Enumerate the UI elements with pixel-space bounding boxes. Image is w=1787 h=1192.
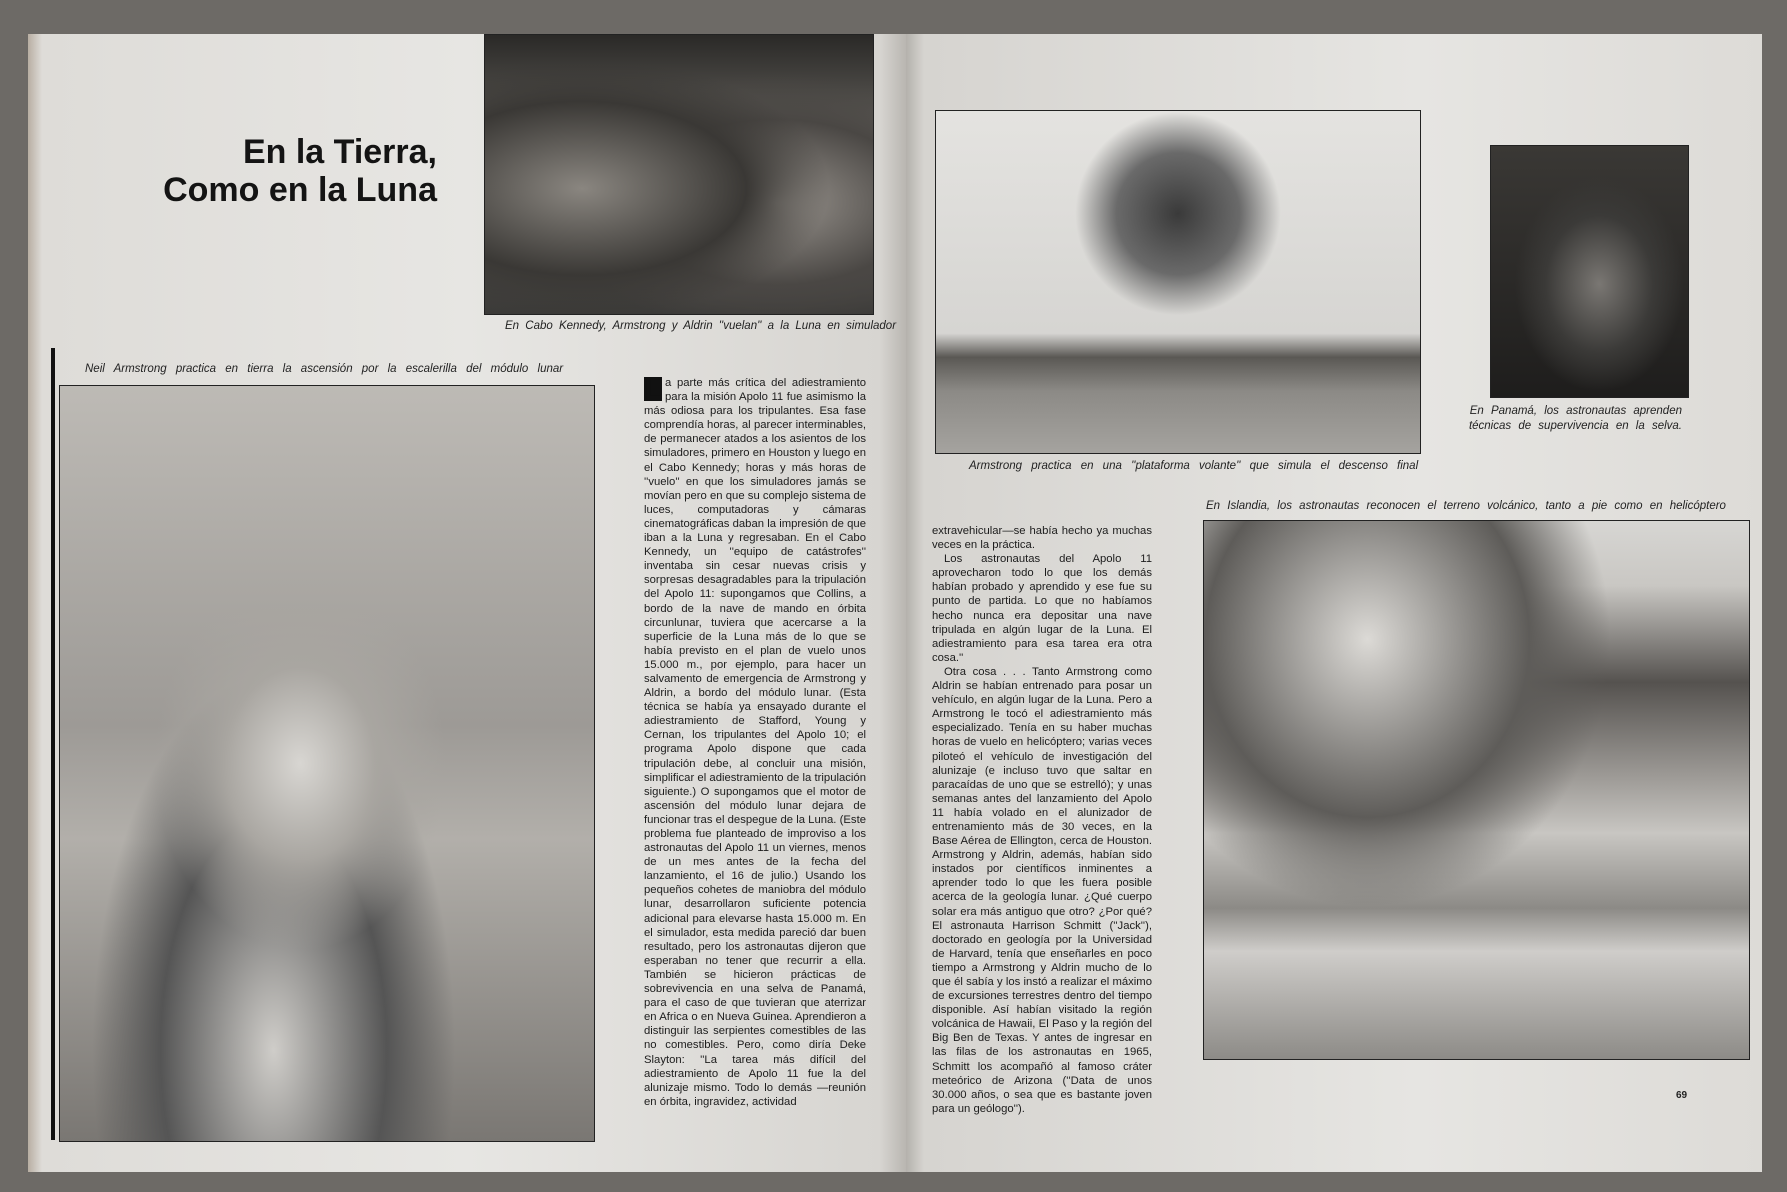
article-column-2: [932, 524, 1152, 1115]
iceland-photo: [1203, 520, 1750, 1060]
simulator-photo-caption: En Cabo Kennedy, Armstrong y Aldrin ''vuelan'' a la Luna en simulador: [505, 320, 897, 332]
simulator-photo: [484, 34, 874, 315]
article-paragraph: Otra cosa . . . Tanto Armstrong como Aldrin se habían entrenado para posar un vehículo, en algún lugar de la Luna. Pero a Armstrong le tocó el adiestramiento más especializado. Tenía en su haber muchas horas de vuelo en helicóptero; varias veces piloteó el vehículo de investigación del alunizaje (e incluso tuvo que saltar en paracaídas de uno que se estrelló); y unas semanas antes del lanzamiento del Apolo 11 había volado en el alunizador de entrenamiento más de 30 veces, en la Base Aérea de Ellington, cerca de Houston. Armstrong y Aldrin, además, habían sido instados por científicos inminentes a aprender todo lo que les fuera posible acerca de la geología lunar. ¿Qué cuerpo solar era más antiguo que otro? ¿Por qué? El astronauta Harrison Schmitt (''Jack''), doctorado en geología por la Universidad de Harvard, tenía que enseñarles en poco tiempo a Armstrong y Aldrin mucho de lo que él sabía y los instó a realizar el máximo de excursiones terrestres dentro del tiempo disponible. Así habían visitado la región volcánica de Hawaii, El Paso y la región del Big Ben de Texas. Y antes de ingresar en las filas de los astronautas en 1965, Schmitt los acompañó al famoso cráter meteórico de Arizona (''Data de unos 30.000 años, o sea que es bastante joven para un geólogo'').: [932, 665, 1152, 1115]
vertical-rule: [51, 348, 55, 1140]
flying-platform-photo: [935, 110, 1421, 454]
drop-cap: L: [644, 373, 663, 406]
panama-photo: [1490, 145, 1689, 398]
title-line-2: Como en la Luna: [163, 171, 437, 209]
ladder-photo-caption: Neil Armstrong practica en tierra la ascensión por la escalerilla del módulo lunar: [85, 363, 564, 375]
iceland-caption: En Islandia, los astronautas reconocen el terreno volcánico, tanto a pie como en helicóptero: [1206, 500, 1726, 512]
panama-caption-line-2: técnicas de supervivencia en la selva.: [1468, 420, 1682, 432]
article-paragraph: Los astronautas del Apolo 11 aprovecharon todo lo que los demás habían probado y aprendido y ese fue su punto de partida. Lo que no habíamos hecho nunca era depositar una nave tripulada en algún lugar de la Luna. El adiestramiento para esa tarea era otra cosa.'': [932, 553, 1152, 664]
panama-caption-line-1: En Panamá, los astronautas aprenden: [1469, 405, 1682, 417]
flying-platform-caption: Armstrong practica en una ''plataforma volante'' que simula el descenso final: [969, 460, 1419, 472]
ladder-training-photo: [59, 385, 595, 1142]
page-number: 69: [1676, 1090, 1688, 1101]
article-paragraph: extravehicular—se había hecho ya muchas veces en la práctica.: [932, 525, 1152, 552]
article-title: [120, 133, 437, 209]
article-column-1: [644, 373, 866, 1108]
article-text: a parte más crítica del adiestramiento para la misión Apolo 11 fue asimismo la más odiosa para los tripulantes. Esa fase comprendía horas, al parecer interminables, de permanecer atados a los asientos de los simuladores, primero en Houston y luego en el Cabo Kennedy; horas y más horas de ''vuelo'' en que los simuladores jamás se movían pero en que su complejo sistema de luces, computadoras y cámaras cinematográficas daban la impresión de que iban a la Luna y regresaban. En el Cabo Kennedy, un ''equipo de catástrofes'' inventaba sin cesar nuevas crisis y sorpresas desagradables para la tripulación del Apolo 11: supongamos que Collins, a bordo de la nave de mando en órbita circunlunar, tuviera que acercarse a la superficie de la Luna más de lo que se había previsto en el plan de vuelo unos 15.000 m., por ejemplo, para hacer un salvamento de emergencia de Armstrong y Aldrin, a bordo del módulo lunar. (Esta técnica se había ya ensayado durante el adiestramiento de Stafford, Young y Cernan, los tripulantes del Apolo 10; el programa Apolo dispone que cada tripulación debe, al concluir una misión, simplificar el adiestramiento de la tripulación siguiente.) O supongamos que el motor de ascensión del módulo lunar dejara de funcionar tras el despegue de la Luna. (Este problema fue planteado de improviso a los astronautas del Apolo 11 un viernes, menos de un mes antes de la fecha del lanzamiento, el 16 de julio.) Usando los pequeños cohetes de maniobra del módulo lunar, desarrollaron suficiente potencia adicional para elevarse hasta 15.000 m. En el simulador, esta medida pareció dar buen resultado, pero los astronautas dijeron que esperaban no tener que recurrir a ella. También se hicieron prácticas de sobrevivencia en una selva de Panamá, para el caso de que tuvieran que aterrizar en Africa o en Nueva Guinea. Aprendieron a distinguir las serpientes comestibles de las no comestibles. Pero, como diría Deke Slayton: ''La tarea más difícil del adiestramiento de Apolo 11 fue la del alunizaje mismo. Todo lo demás —reunión en órbita, ingravidez, actividad: [644, 377, 866, 1108]
panama-caption: [1469, 404, 1682, 434]
title-line-1: En la Tierra,: [242, 133, 437, 171]
